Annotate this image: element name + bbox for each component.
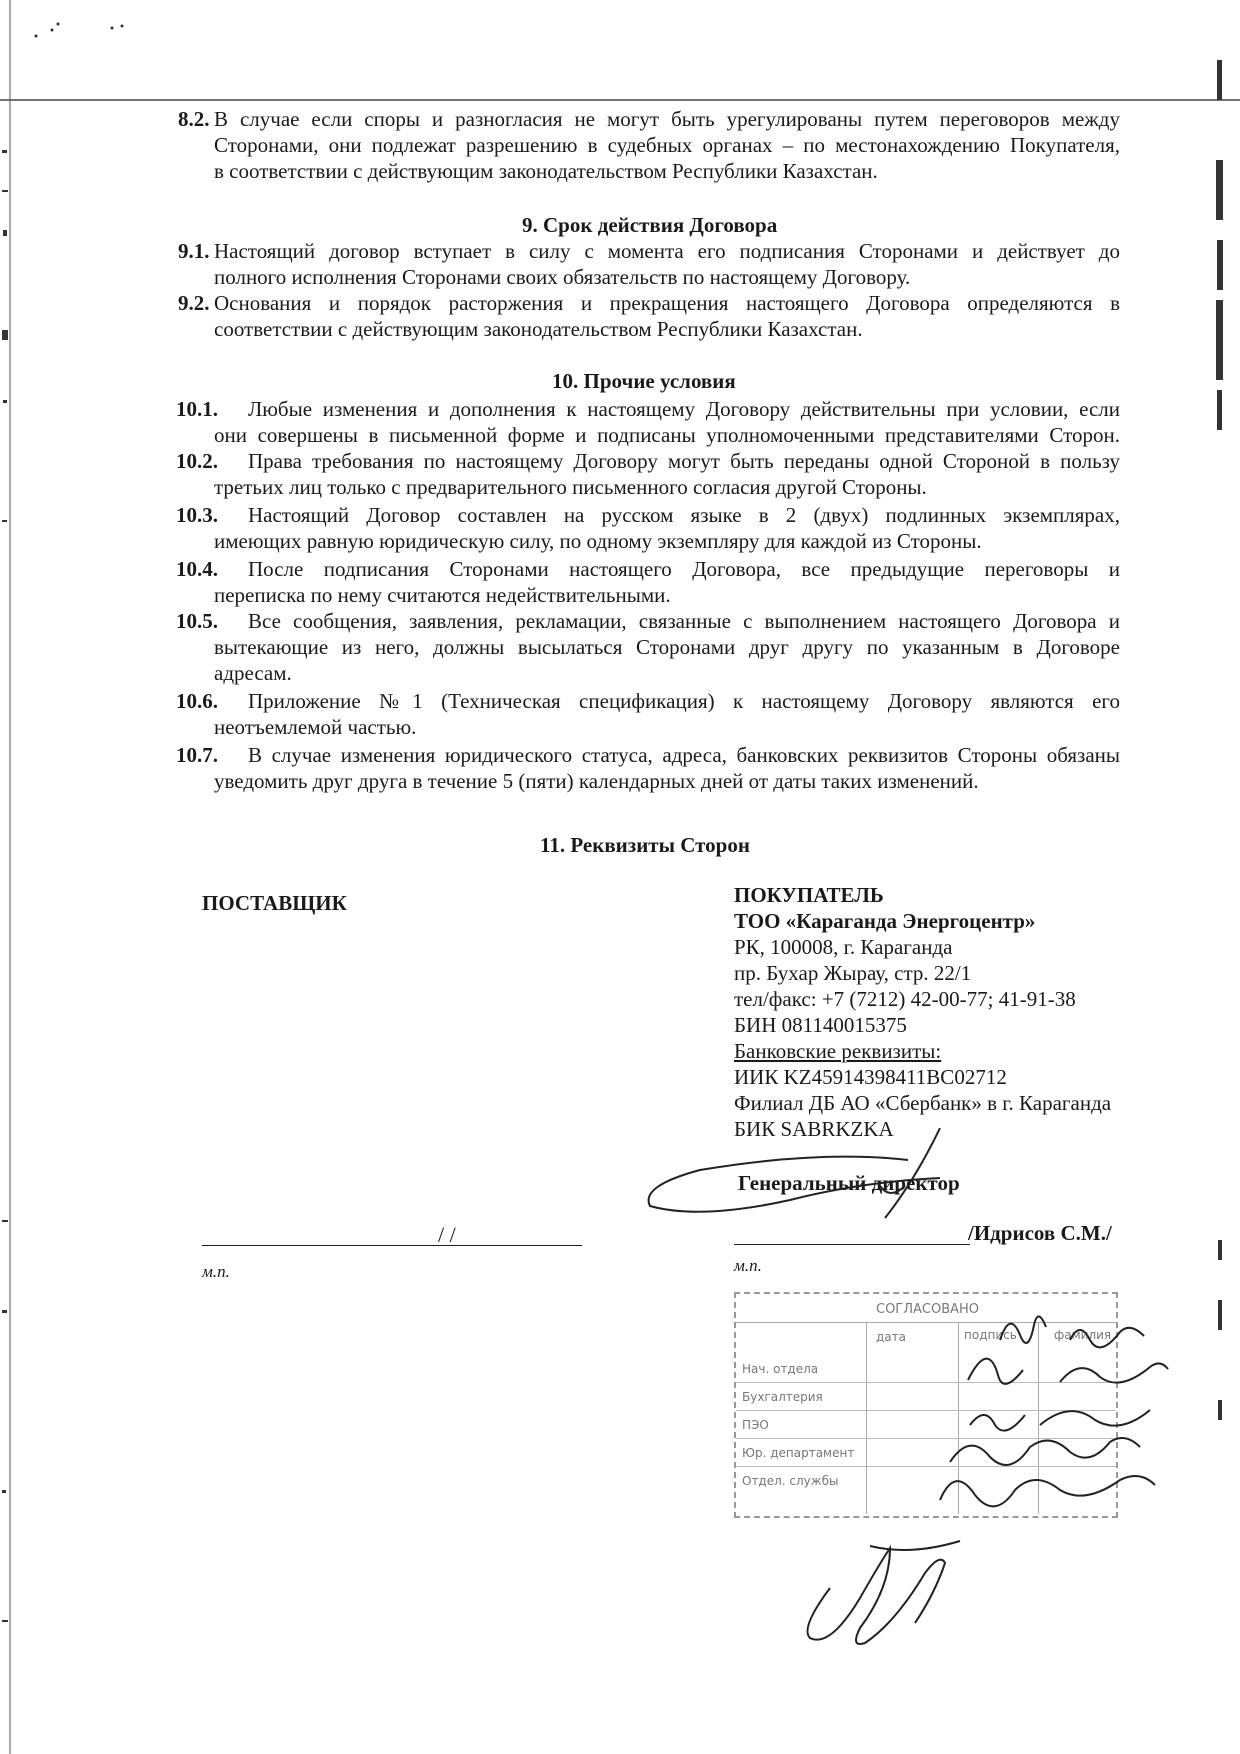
clause-number: 10.7. <box>176 743 218 767</box>
supplier-label: ПОСТАВЩИК <box>202 891 347 915</box>
stamp-col-name: фамилия <box>1054 1328 1112 1342</box>
buyer-signature-line <box>734 1244 970 1245</box>
clause-number: 10.3. <box>176 503 218 527</box>
stamp-row-label: ПЭО <box>742 1418 769 1432</box>
clause-10-2-line-1: Права требования по настоящему Договору могут быть переданы одной Стороной в пользу <box>248 449 1120 473</box>
stamp-row-label: Отдел. службы <box>742 1474 839 1488</box>
clause-10-1-line-2: они совершены в письменной форме и подписаны уполномоченными представителями Сторон. <box>214 423 1120 447</box>
clause-10-2-line-2: третьих лиц только с предварительного письменного согласия другой Стороны. <box>214 475 927 499</box>
clause-10-6-line-1: Приложение №1 (Техническая спецификация) к настоящему Договору являются его <box>248 689 1120 713</box>
stamp-vline <box>866 1322 867 1514</box>
clause-9-2-line-2: соответствии с действующим законодательством Республики Казахстан. <box>214 317 863 341</box>
buyer-seal-place: м.п. <box>734 1256 762 1275</box>
clause-10-3-line-1: Настоящий Договор составлен на русском языке в 2 (двух) подлинных экземплярах, <box>248 503 1120 527</box>
clause-10-4-line-1: После подписания Сторонами настоящего Договора, все предыдущие переговоры и <box>248 557 1120 581</box>
clause-8-2-line-3: в соответствии с действующим законодательством Республики Казахстан. <box>214 159 878 183</box>
bank-bik: БИК SABRKZKA <box>734 1117 894 1141</box>
supplier-signature-line <box>202 1245 582 1246</box>
stamp-row-label: Бухгалтерия <box>742 1390 823 1404</box>
bank-iik: ИИК KZ45914398411BC02712 <box>734 1065 1007 1089</box>
bank-branch: Филиал ДБ АО «Сбербанк» в г. Караганда <box>734 1091 1112 1115</box>
approval-stamp <box>734 1292 1118 1518</box>
supplier-seal-place: м.п. <box>202 1262 230 1281</box>
clause-10-5-line-2: вытекающие из него, должны высылаться Сторонами друг другу по указанным в Договоре <box>214 635 1120 659</box>
stamp-hline <box>736 1382 1116 1383</box>
clause-10-3-line-2: имеющих равную юридическую силу, по одному экземпляру для каждой из Стороны. <box>214 529 982 553</box>
clause-10-7-line-1: В случае изменения юридического статуса, адреса, банковских реквизитов Стороны обязаны <box>248 743 1120 767</box>
buyer-address-line-2: пр. Бухар Жырау, стр. 22/1 <box>734 961 972 985</box>
section-10-title: 10. Прочие условия <box>552 369 736 393</box>
clause-number: 8.2. <box>178 107 210 131</box>
stamp-hline <box>736 1466 1116 1467</box>
clause-10-1-line-1: Любые изменения и дополнения к настоящему Договору действительны при условии, если <box>248 397 1120 421</box>
clause-10-5-line-3: адресам. <box>214 661 292 685</box>
stamp-title: СОГЛАСОВАНО <box>876 1302 980 1317</box>
clause-number: 10.6. <box>176 689 218 713</box>
clause-number: 10.5. <box>176 609 218 633</box>
clause-10-6-line-2: неотъемлемой частью. <box>214 715 417 739</box>
buyer-address-line-1: РК, 100008, г. Караганда <box>734 935 953 959</box>
clause-9-1-line-1: Настоящий договор вступает в силу с момента его подписания Сторонами и действует до <box>214 239 1120 263</box>
stamp-vline <box>1038 1322 1039 1514</box>
section-11-title: 11. Реквизиты Сторон <box>540 833 750 857</box>
clause-number: 10.2. <box>176 449 218 473</box>
supplier-signature-slashes: / / <box>438 1222 456 1247</box>
clause-10-7-line-2: уведомить друг друга в течение 5 (пяти) календарных дней от даты таких изменений. <box>214 769 979 793</box>
clause-number: 9.2. <box>178 291 210 315</box>
clause-number: 10.1. <box>176 397 218 421</box>
clause-10-4-line-2: переписка по нему считаются недействительными. <box>214 583 671 607</box>
stamp-divider <box>736 1322 1116 1323</box>
stamp-row-label: Юр. департамент <box>742 1446 855 1460</box>
clause-number: 9.1. <box>178 239 210 263</box>
stamp-hline <box>736 1410 1116 1411</box>
bank-details-label: Банковские реквизиты: <box>734 1039 942 1063</box>
clause-8-2-line-1: В случае если споры и разногласия не могут быть урегулированы путем переговоров между <box>214 107 1120 131</box>
stamp-hline <box>736 1438 1116 1439</box>
stamp-row-label: Нач. отдела <box>742 1362 819 1376</box>
clause-number: 10.4. <box>176 557 218 581</box>
buyer-bin: БИН 081140015375 <box>734 1013 907 1037</box>
section-9-title: 9. Срок действия Договора <box>522 213 778 237</box>
buyer-phone: тел/факс: +7 (7212) 42-00-77; 41-91-38 <box>734 987 1076 1011</box>
clause-10-5-line-1: Все сообщения, заявления, рекламации, связанные с выполнением настоящего Договора и <box>248 609 1120 633</box>
buyer-label: ПОКУПАТЕЛЬ <box>734 883 884 907</box>
buyer-name: ТОО «Караганда Энергоцентр» <box>734 909 1036 933</box>
clause-8-2-line-2: Сторонами, они подлежат разрешению в судебных органах – по местонахождению Покупателя, <box>214 133 1120 157</box>
director-name: /Идрисов С.М./ <box>968 1221 1112 1245</box>
stamp-col-date: дата <box>876 1330 906 1344</box>
clause-9-2-line-1: Основания и порядок расторжения и прекращения настоящего Договора определяются в <box>214 291 1120 315</box>
stamp-vline <box>958 1322 959 1514</box>
director-title: Генеральный директор <box>738 1171 960 1195</box>
stamp-col-sign: подпись <box>964 1328 1017 1342</box>
clause-9-1-line-2: полного исполнения Сторонами своих обязательств по настоящему Договору. <box>214 265 911 289</box>
